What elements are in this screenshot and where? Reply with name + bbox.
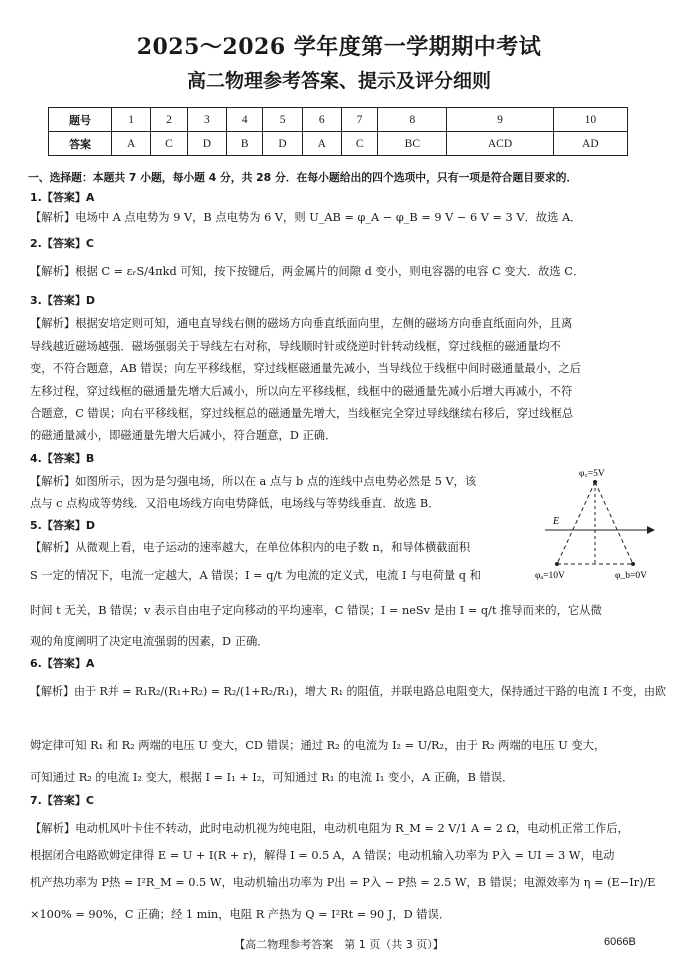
q7-answer: 7.【答案】C <box>30 794 94 807</box>
question-number-row <box>49 108 628 132</box>
q6-explanation-line: 【解析】由于 R并 = R₁R₂/(R₁+R₂) = R₂/(1+R₂/R₁)，增大 R₁ 的阻值，并联电路总电阻变大，保持通过干路的电流 I 不变，由欧 <box>30 685 666 698</box>
point-a <box>555 562 559 566</box>
triangle-side-right <box>595 482 633 564</box>
q6-explanation-line: 可知通过 R₂ 的电流 I₂ 变大，根据 I = I₁ + I₂，可知通过 R₁ 的电流 I₁ 变小，A 正确，B 错误． <box>30 771 514 784</box>
question-number-cell: 7 <box>341 108 378 132</box>
document-subtitle: 高二物理参考答案、提示及评分细则 <box>186 70 491 92</box>
answer-row <box>49 132 628 156</box>
field-arrow-icon <box>647 526 655 534</box>
point-c <box>593 480 597 484</box>
question-number-cell: 3 <box>187 108 226 132</box>
question-number-cell: 2 <box>151 108 188 132</box>
q5-explanation-line: 观的角度阐明了决定电流强弱的因素，D 正确． <box>30 635 269 648</box>
q3-answer: 3.【答案】D <box>30 294 95 307</box>
field-label: E <box>553 516 560 527</box>
q7-explanation-line: 【解析】电动机风叶卡住不转动，此时电动机视为纯电阻，电动机电阻为 R_M = 2 V/1 A = 2 Ω，电动机正常工作后， <box>30 822 629 835</box>
q1-answer: 1.【答案】A <box>30 191 95 204</box>
q1-explanation-line: 【解析】电场中 A 点电势为 9 V，B 点电势为 6 V，则 U_AB = φ_A − φ_B = 9 V − 6 V = 3 V．故选 A． <box>30 211 582 224</box>
answer-cell: AD <box>553 132 627 156</box>
point-b <box>631 562 635 566</box>
answer-header: 答案 <box>49 132 112 156</box>
q6-explanation-line: 姆定律可知 R₁ 和 R₂ 两端的电压 U 变大，CD 错误；通过 R₂ 的电流为 I₂ = U/R₂，由于 R₂ 两端的电压 U 变大， <box>30 739 606 752</box>
left-vertex-label: φₐ=10V <box>535 571 565 581</box>
q7-explanation-line: ×100% = 90%，C 正确；经 1 min，电阻 R 产热为 Q = I²Rt = 90 J，D 错误． <box>30 908 451 921</box>
document-title: 2025～2026 学年度第一学期期中考试 <box>136 34 542 60</box>
q7-explanation-line: 根据闭合电路欧姆定律得 E = U + I(R + r)，解得 I = 0.5 A，A 错误；电动机输入功率为 P入 = UI = 3 W，电动 <box>30 849 615 862</box>
section-heading: 一、选择题：本题共 7 小题，每小题 4 分，共 28 分．在每小题给出的四个选项中，只有一项是符合题目要求的． <box>28 171 578 184</box>
answer-cell: B <box>226 132 263 156</box>
document-code: 6066B <box>604 936 636 948</box>
question-number-cell: 8 <box>378 108 447 132</box>
q3-explanation-line: 的磁通量减小，即磁通量先增大后减小，符合题意，D 正确． <box>30 429 337 442</box>
q4-answer: 4.【答案】B <box>30 452 95 465</box>
answer-cell: ACD <box>447 132 553 156</box>
answer-cell: D <box>187 132 226 156</box>
q2-answer: 2.【答案】C <box>30 237 94 250</box>
question-number-cell: 4 <box>226 108 263 132</box>
question-number-cell: 9 <box>447 108 553 132</box>
top-vertex-label: φ꜀=5V <box>579 469 605 479</box>
q2-explanation-line: 【解析】根据 C = εᵣS/4πkd 可知，按下按键后，两金属片的间隙 d 变小，则电容器的电容 C 变大．故选 C． <box>30 265 585 278</box>
question-number-cell: 6 <box>302 108 341 132</box>
triangle-side-left <box>557 482 595 564</box>
q4-explanation-line: 【解析】如图所示，因为是匀强电场，所以在 a 点与 b 点的连线中点电势必然是 5 V，该 <box>30 475 477 488</box>
answer-cell: A <box>302 132 341 156</box>
answer-cell: C <box>151 132 188 156</box>
q5-explanation-line: 时间 t 无关，B 错误；v 表示自由电子定向移动的平均速率，C 错误；I = neSv 是由 I = q/t 推导而来的，它从微 <box>30 604 602 617</box>
q7-explanation-line: 机产热功率为 P热 = I²R_M = 0.5 W，电动机输出功率为 P出 = P入 − P热 = 2.5 W，B 错误；电源效率为 η = (E−Ir)/E <box>30 876 656 889</box>
question-number-cell: 1 <box>112 108 151 132</box>
page-footer: 【高二物理参考答案 第 1 页（共 3 页）】 <box>234 938 444 951</box>
q6-answer: 6.【答案】A <box>30 657 95 670</box>
q5-answer: 5.【答案】D <box>30 519 95 532</box>
q4-explanation-line: 点与 c 点构成等势线．又沿电场线方向电势降低，电场线与等势线垂直．故选 B． <box>30 497 440 510</box>
answer-cell: A <box>112 132 151 156</box>
q3-explanation-line: 导线越近磁场越强．磁场强弱关于导线左右对称，导线顺时针或绕逆时针转动线框，穿过线框的磁通量均不 <box>30 340 561 353</box>
right-vertex-label: φ_b=0V <box>615 571 647 581</box>
answer-cell: D <box>263 132 302 156</box>
q3-explanation-line: 合题意，C 错误；向右平移线框，穿过线框总的磁通量先增大，当线框完全穿过导线继续右移后，穿过线框总 <box>30 407 574 420</box>
q5-explanation-line: 【解析】从微观上看，电子运动的速率越大，在单位体积内的电子数 n，和导体横截面积 <box>30 541 471 554</box>
q3-explanation-line: 变，不符合题意，AB 错误；向左平移线框，穿过线框磁通量先减小，当导线位于线框中间时磁通量最小，之后 <box>30 362 582 375</box>
answer-cell: BC <box>378 132 447 156</box>
question-number-header: 题号 <box>49 108 112 132</box>
equipotential-triangle-figure <box>535 466 675 586</box>
question-number-cell: 10 <box>553 108 627 132</box>
q3-explanation-line: 左移过程，穿过线框的磁通量先增大后减小，所以向左平移线框，线框中的磁通量先减小后增大再减小，不符 <box>30 385 573 398</box>
answer-cell: C <box>341 132 378 156</box>
q3-explanation-line: 【解析】根据安培定则可知，通电直导线右侧的磁场方向垂直纸面向里，左侧的磁场方向垂直纸面向外，且离 <box>30 317 573 330</box>
answer-key-table <box>48 107 628 156</box>
q5-explanation-line: S 一定的情况下，电流一定越大，A 错误；I = q/t 为电流的定义式，电流 I 与电荷量 q 和 <box>30 569 481 582</box>
question-number-cell: 5 <box>263 108 302 132</box>
